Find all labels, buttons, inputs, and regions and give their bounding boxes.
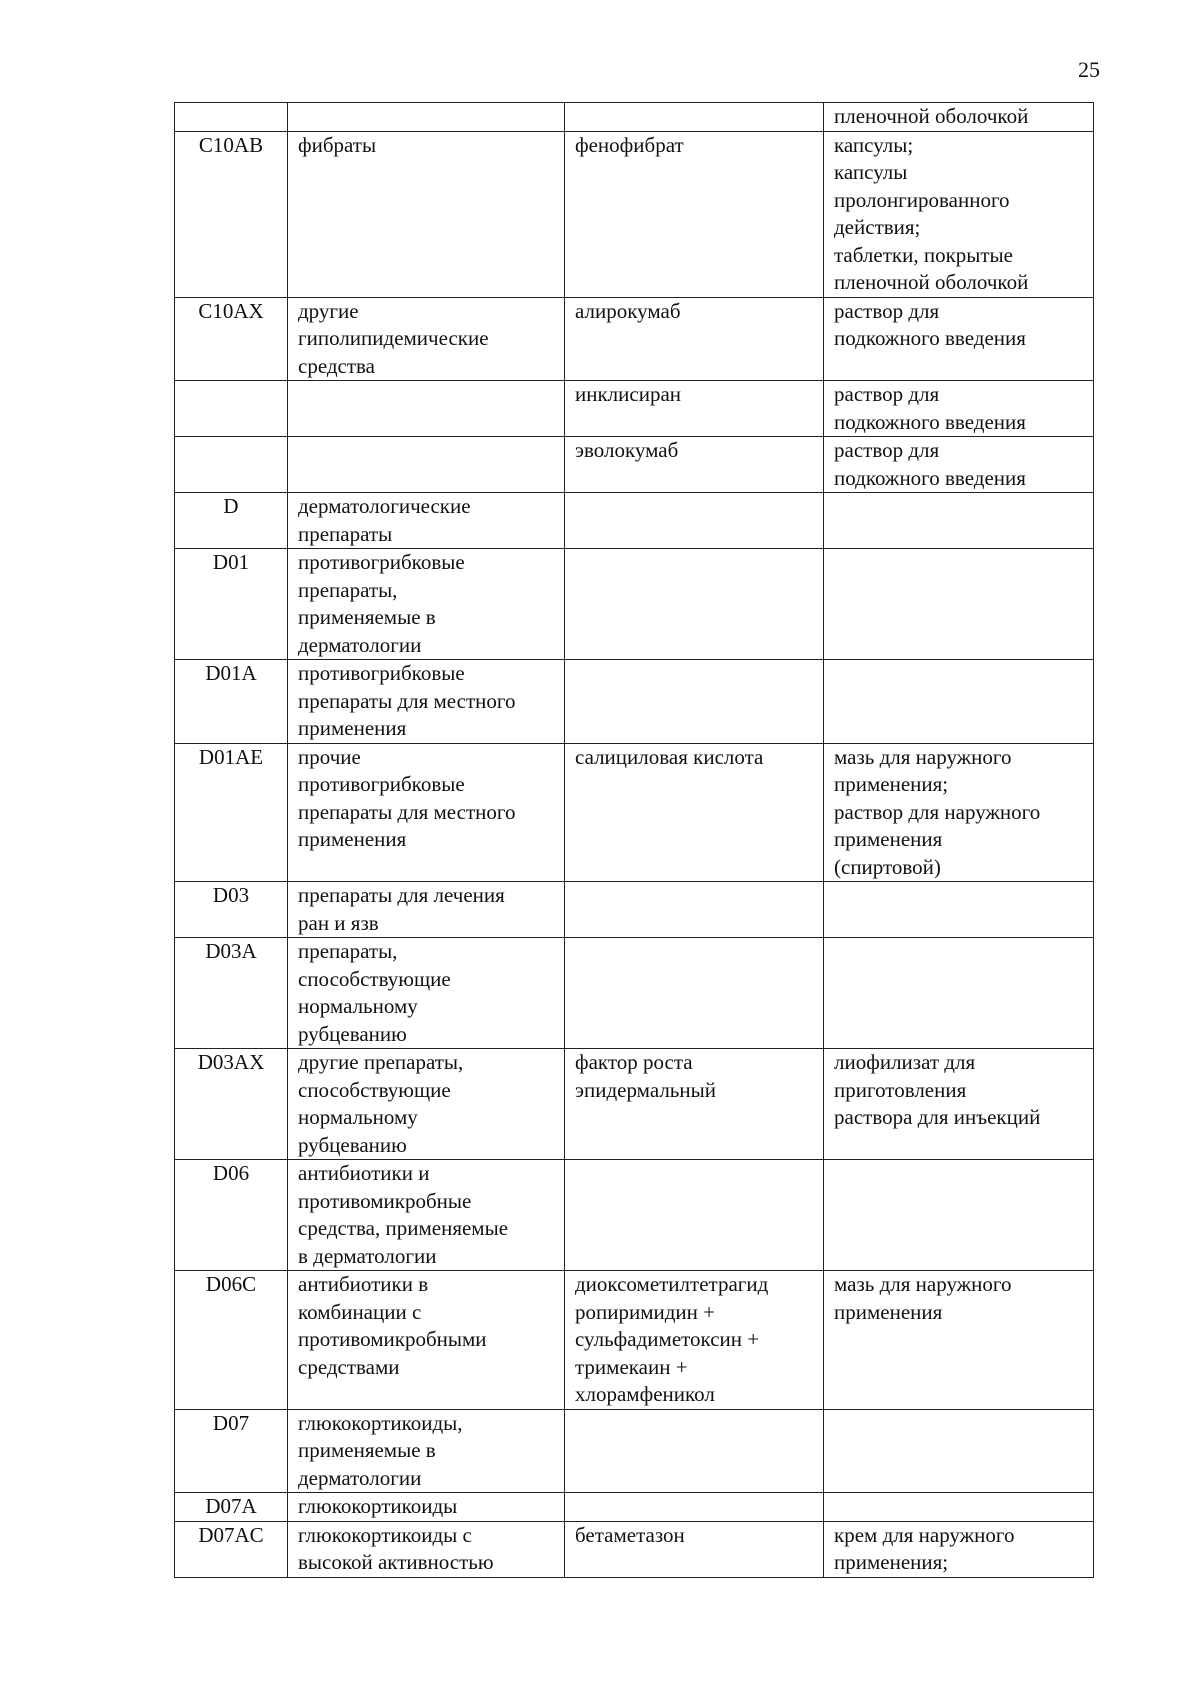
group-name-cell: глюкокортикоиды, применяемые в дерматологии — [288, 1409, 565, 1493]
table-row — [175, 297, 1094, 381]
drug-name-cell — [565, 660, 824, 744]
atc-code-cell: C10AB — [175, 131, 288, 297]
table-row — [175, 1049, 1094, 1160]
atc-code-cell: D01A — [175, 660, 288, 744]
group-name-cell — [288, 103, 565, 132]
dosage-form-cell: мазь для наружного применения — [824, 1271, 1094, 1410]
group-name-cell: препараты для лечения ран и язв — [288, 882, 565, 938]
group-name-cell: противогрибковые препараты для местного применения — [288, 660, 565, 744]
dosage-form-cell — [824, 493, 1094, 549]
group-name-cell — [288, 437, 565, 493]
drug-name-cell — [565, 882, 824, 938]
dosage-form-cell: пленочной оболочкой — [824, 103, 1094, 132]
drug-name-cell — [565, 103, 824, 132]
atc-code-cell: D07AC — [175, 1521, 288, 1577]
atc-code-cell: D03 — [175, 882, 288, 938]
group-name-cell: препараты, способствующие нормальному рубцеванию — [288, 938, 565, 1049]
group-name-cell: антибиотики и противомикробные средства, применяемые в дерматологии — [288, 1160, 565, 1271]
page-number: 25 — [1078, 57, 1100, 82]
atc-code-cell: D01AE — [175, 743, 288, 882]
table-row — [175, 1160, 1094, 1271]
group-name-cell: противогрибковые препараты, применяемые в дерматологии — [288, 549, 565, 660]
dosage-form-cell: мазь для наружного применения; раствор для наружного применения (спиртовой) — [824, 743, 1094, 882]
atc-code-cell — [175, 103, 288, 132]
drug-name-cell: диоксометилтетрагид ропиримидин + сульфадиметоксин + тримекаин + хлорамфеникол — [565, 1271, 824, 1410]
drug-name-cell: эволокумаб — [565, 437, 824, 493]
dosage-form-cell — [824, 1160, 1094, 1271]
atc-code-cell: D06 — [175, 1160, 288, 1271]
group-name-cell: антибиотики в комбинации с противомикробными средствами — [288, 1271, 565, 1410]
drug-name-cell: салициловая кислота — [565, 743, 824, 882]
dosage-form-cell — [824, 882, 1094, 938]
table-row — [175, 437, 1094, 493]
dosage-form-cell — [824, 1493, 1094, 1522]
dosage-form-cell: раствор для подкожного введения — [824, 297, 1094, 381]
drug-name-cell: фактор роста эпидермальный — [565, 1049, 824, 1160]
table-row — [175, 1271, 1094, 1410]
dosage-form-cell: раствор для подкожного введения — [824, 437, 1094, 493]
dosage-form-cell: лиофилизат для приготовления раствора для инъекций — [824, 1049, 1094, 1160]
drug-name-cell — [565, 1493, 824, 1522]
drug-name-cell: алирокумаб — [565, 297, 824, 381]
atc-code-cell — [175, 437, 288, 493]
atc-code-cell: C10AX — [175, 297, 288, 381]
table-row — [175, 381, 1094, 437]
group-name-cell — [288, 381, 565, 437]
group-name-cell: фибраты — [288, 131, 565, 297]
atc-code-cell: D01 — [175, 549, 288, 660]
table-row — [175, 743, 1094, 882]
group-name-cell: прочие противогрибковые препараты для местного применения — [288, 743, 565, 882]
group-name-cell: другие препараты, способствующие нормальному рубцеванию — [288, 1049, 565, 1160]
group-name-cell: глюкокортикоиды с высокой активностью — [288, 1521, 565, 1577]
table-row — [175, 493, 1094, 549]
group-name-cell: дерматологические препараты — [288, 493, 565, 549]
group-name-cell: глюкокортикоиды — [288, 1493, 565, 1522]
table-row — [175, 549, 1094, 660]
dosage-form-cell: капсулы; капсулы пролонгированного действия; таблетки, покрытые пленочной оболочкой — [824, 131, 1094, 297]
atc-code-cell: D03A — [175, 938, 288, 1049]
atc-code-cell: D — [175, 493, 288, 549]
drug-name-cell — [565, 1160, 824, 1271]
table-row — [175, 1409, 1094, 1493]
dosage-form-cell — [824, 549, 1094, 660]
dosage-form-cell — [824, 1409, 1094, 1493]
table-body — [175, 103, 1094, 1578]
table-row — [175, 1521, 1094, 1577]
drug-name-cell: фенофибрат — [565, 131, 824, 297]
table-row — [175, 103, 1094, 132]
group-name-cell: другие гиполипидемические средства — [288, 297, 565, 381]
drug-table — [174, 102, 1094, 1578]
atc-code-cell — [175, 381, 288, 437]
drug-name-cell — [565, 938, 824, 1049]
dosage-form-cell: раствор для подкожного введения — [824, 381, 1094, 437]
table-row — [175, 660, 1094, 744]
atc-code-cell: D07A — [175, 1493, 288, 1522]
atc-code-cell: D03AX — [175, 1049, 288, 1160]
table-row — [175, 131, 1094, 297]
dosage-form-cell: крем для наружного применения; — [824, 1521, 1094, 1577]
drug-name-cell: бетаметазон — [565, 1521, 824, 1577]
dosage-form-cell — [824, 660, 1094, 744]
drug-name-cell — [565, 1409, 824, 1493]
drug-name-cell — [565, 549, 824, 660]
table-row — [175, 1493, 1094, 1522]
drug-name-cell: инклисиран — [565, 381, 824, 437]
table-row — [175, 938, 1094, 1049]
dosage-form-cell — [824, 938, 1094, 1049]
atc-code-cell: D06C — [175, 1271, 288, 1410]
table-row — [175, 882, 1094, 938]
drug-name-cell — [565, 493, 824, 549]
atc-code-cell: D07 — [175, 1409, 288, 1493]
